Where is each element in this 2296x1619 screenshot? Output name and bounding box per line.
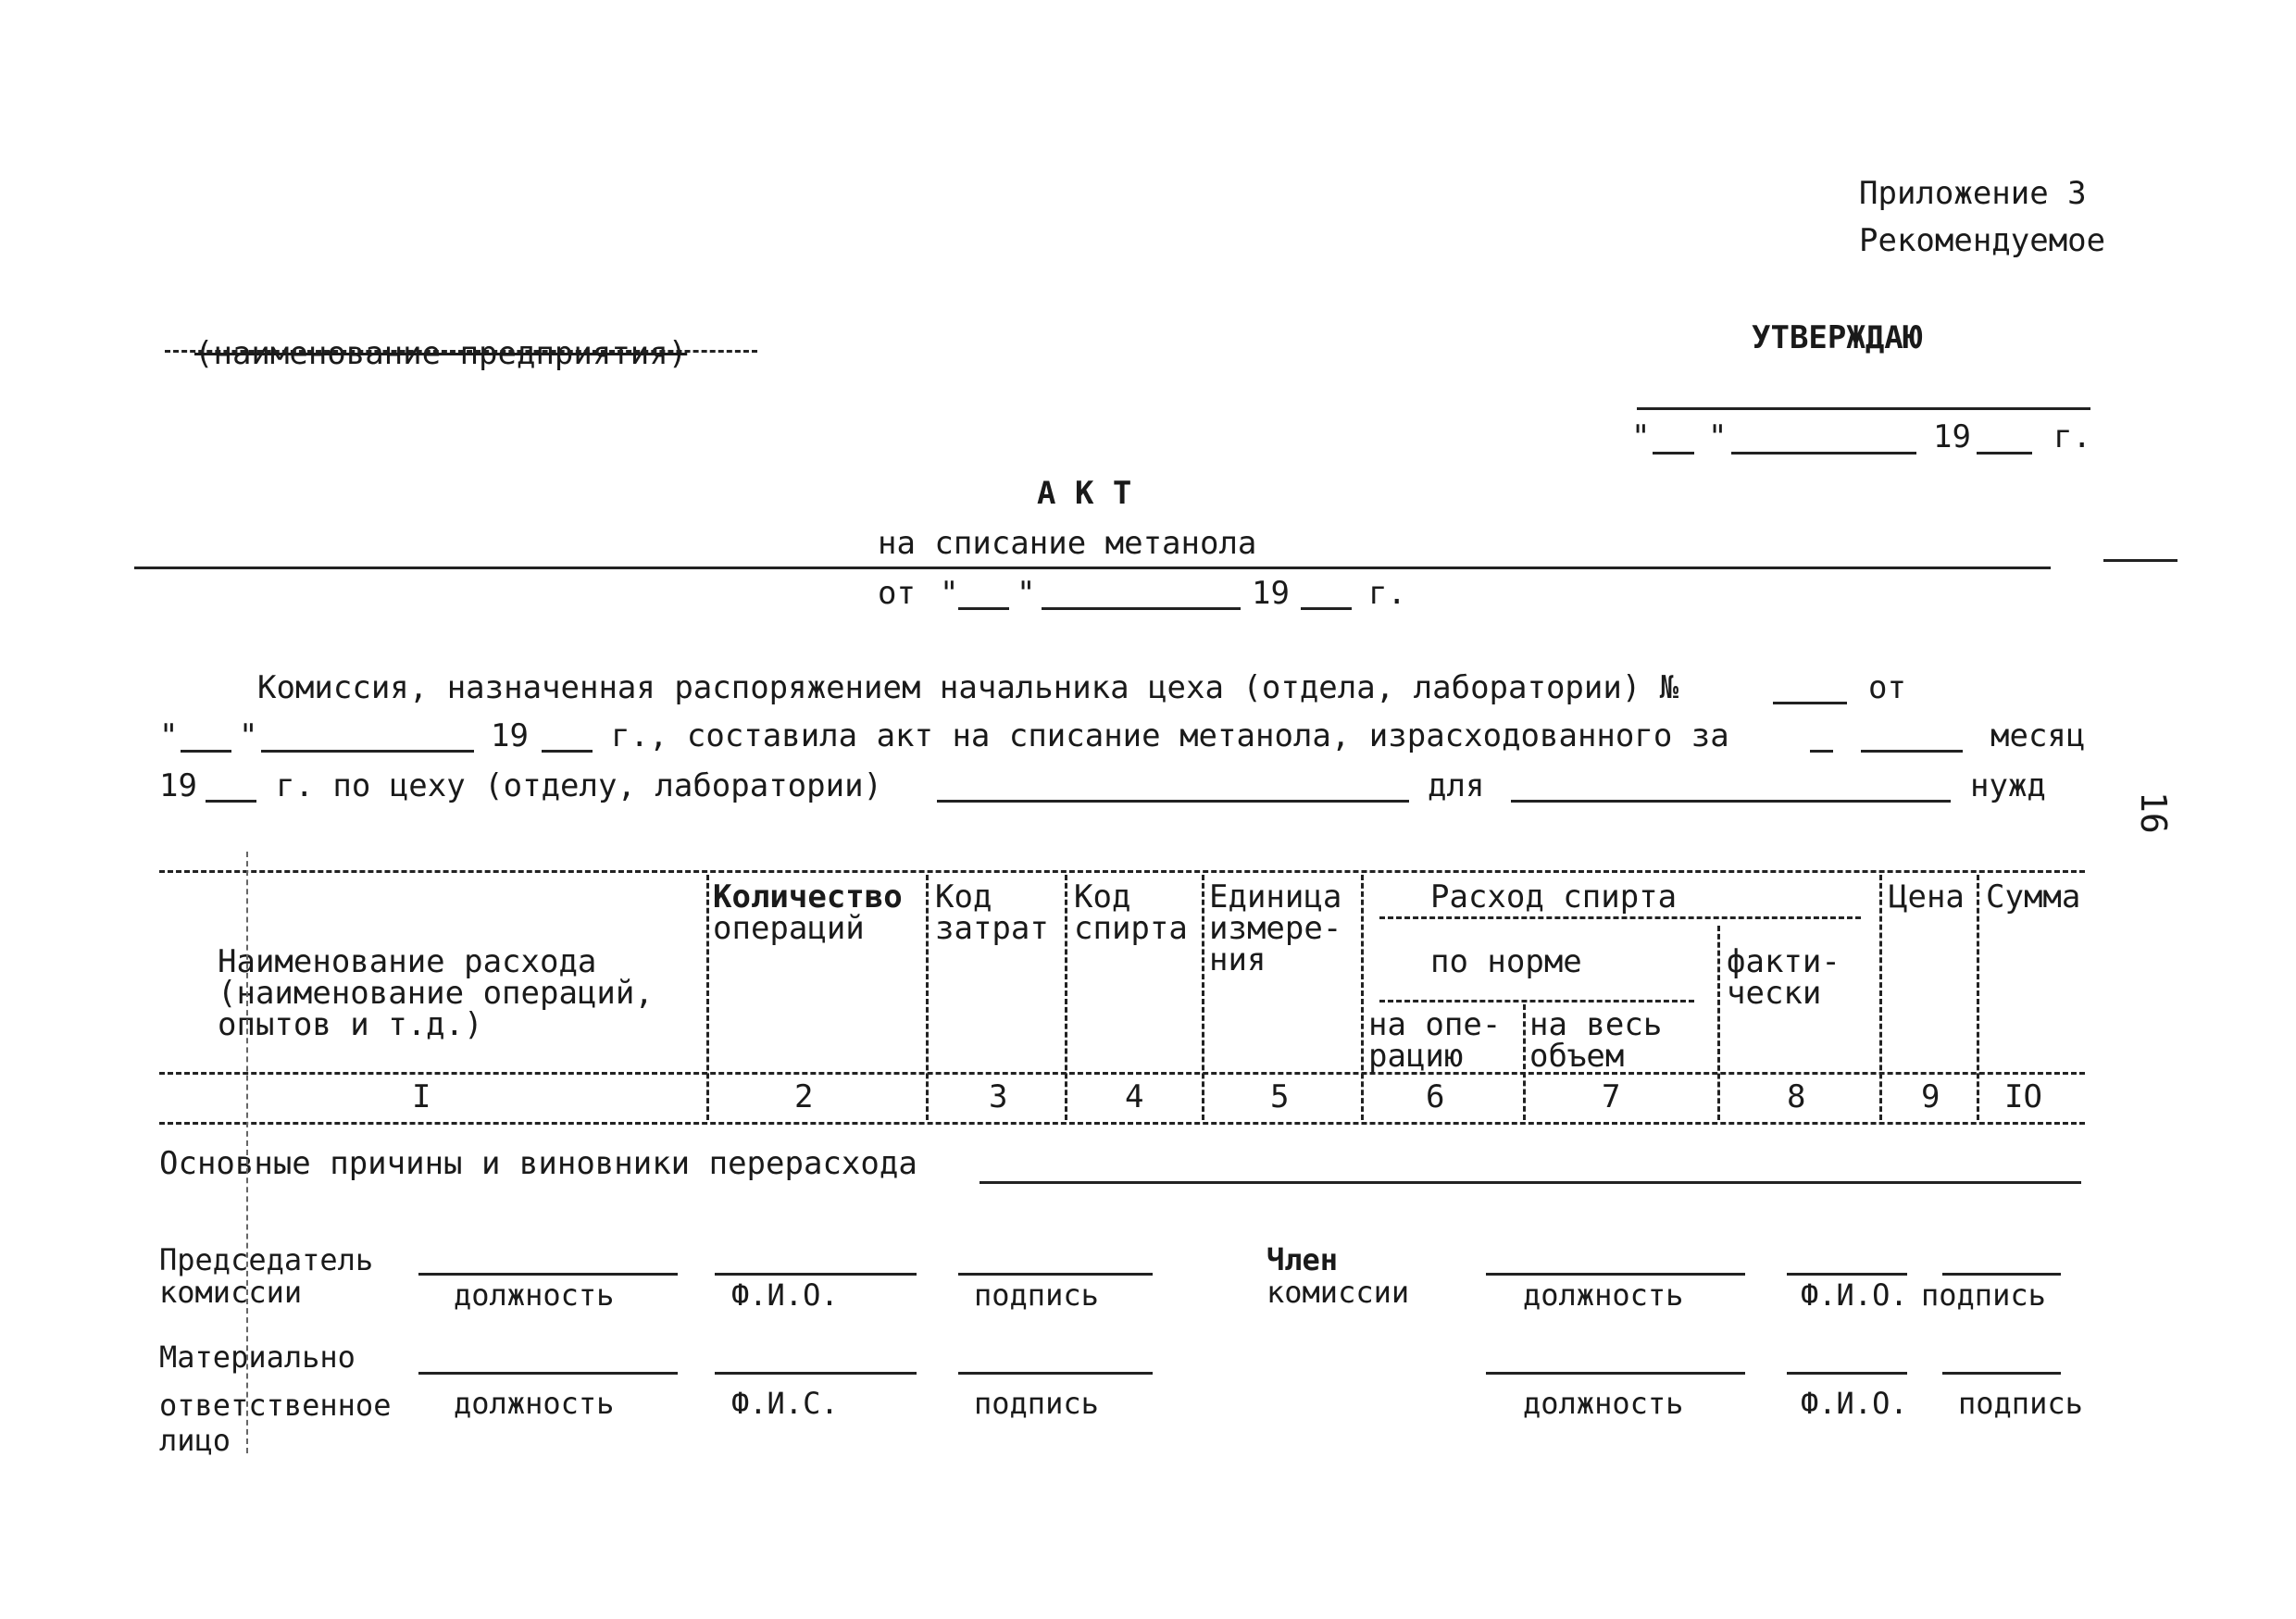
col-number-7: 7	[1602, 1078, 1621, 1115]
col1-line1: Наименование расхода	[218, 943, 597, 980]
body-line2-day-blank	[181, 750, 231, 753]
member-signature-line	[1942, 1273, 2061, 1276]
approve-day-blank	[1653, 452, 1694, 455]
body-line2-blank-b	[1861, 750, 1963, 753]
chairman-position: должность	[454, 1277, 615, 1313]
col7-line2: объем	[1529, 1038, 1625, 1075]
member2-fio-line	[1787, 1372, 1907, 1375]
responsible-position-line	[418, 1372, 678, 1375]
col-number-4: 4	[1125, 1078, 1144, 1115]
order-number-blank	[1773, 702, 1847, 704]
approve-quote-close: "	[1708, 418, 1728, 455]
member2-position: должность	[1523, 1386, 1684, 1421]
chairman-signature: подпись	[974, 1277, 1099, 1313]
col-number-2: 2	[794, 1078, 814, 1115]
reasons-label: Основные причины и виновники перерасхода	[159, 1145, 917, 1182]
col-number-3: 3	[989, 1078, 1008, 1115]
col-number-8: 8	[1787, 1078, 1806, 1115]
col1-line2: (наименование операций,	[218, 975, 654, 1012]
col10-header: Сумма	[1986, 878, 2081, 915]
member-position: должность	[1523, 1277, 1684, 1313]
col7-line1: на весь	[1529, 1006, 1663, 1043]
responsible-line3: лицо	[159, 1423, 231, 1458]
table-header-bottom-border	[159, 1072, 2085, 1075]
body-line2-blank-a	[1810, 750, 1833, 753]
col-number-1: I	[412, 1078, 431, 1115]
body-line3-needs: нужд	[1970, 767, 2046, 804]
approve-label: УТВЕРЖДАЮ	[1752, 319, 1923, 356]
col-number-10: IO	[2004, 1078, 2042, 1115]
approve-year: 19	[1933, 418, 1971, 455]
member2-signature-line	[1942, 1372, 2061, 1375]
col-number-9: 9	[1921, 1078, 1940, 1115]
body-line3-year: 19	[159, 767, 197, 804]
body-line2-year: 19	[491, 717, 529, 754]
act-month-blank	[1042, 607, 1241, 610]
member-line1: Член	[1267, 1242, 1339, 1277]
body-line3-year-blank	[206, 800, 256, 803]
act-day-blank	[958, 607, 1009, 610]
responsible-line1: Материально	[159, 1339, 356, 1375]
member2-signature: подпись	[1958, 1386, 2083, 1421]
col-sep-4	[1202, 875, 1204, 1120]
enterprise-strike-line	[165, 350, 757, 353]
group-spirit-consumption: Расход спирта	[1430, 878, 1678, 915]
col2-line1: Количество	[713, 878, 903, 915]
approve-signature-line	[1637, 407, 2090, 410]
approve-g: г.	[2053, 418, 2091, 455]
act-year: 19	[1252, 575, 1290, 612]
member-line2: комиссии	[1267, 1275, 1410, 1310]
act-title: А К Т	[1037, 475, 1132, 512]
act-from: от	[878, 575, 916, 612]
col-sep-3	[1065, 875, 1067, 1120]
col-sep-8	[1879, 875, 1882, 1120]
col4-line1: Код	[1074, 878, 1131, 915]
body-line1: Комиссия, назначенная распоряжением начальника цеха (отдела, лаборатории) №	[257, 669, 1679, 706]
col-sep-9	[1977, 875, 1979, 1120]
title-rule-end	[2103, 559, 2177, 562]
responsible-fio-line	[715, 1372, 917, 1375]
col6-line2: рацию	[1368, 1038, 1464, 1075]
col9-header: Цена	[1889, 878, 1965, 915]
col4-line2: спирта	[1074, 910, 1188, 947]
member-signature: подпись	[1921, 1277, 2046, 1313]
col-number-6: 6	[1426, 1078, 1445, 1115]
col5-line3: ния	[1209, 941, 1267, 978]
body-line3-needs-blank	[1511, 800, 1951, 803]
act-subtitle: на списание метанола	[878, 525, 1257, 562]
approve-year-blank	[1977, 452, 2032, 455]
approve-quote-open: "	[1631, 418, 1651, 455]
col8-line2: чески	[1727, 975, 1822, 1012]
member2-position-line	[1486, 1372, 1745, 1375]
act-g: г.	[1368, 575, 1406, 612]
chairman-line1: Председатель	[159, 1242, 374, 1277]
col3-line1: Код	[935, 878, 992, 915]
col-sep-7	[1717, 926, 1720, 1120]
act-year-blank	[1301, 607, 1352, 610]
page-number: 16	[2133, 791, 2174, 834]
responsible-fio: Ф.И.С.	[731, 1386, 839, 1421]
responsible-signature: подпись	[974, 1386, 1099, 1421]
body-line2-month: месяц	[1990, 717, 2086, 754]
body-line3-dept-blank	[937, 800, 1409, 803]
col1-line3: опытов и т.д.)	[218, 1006, 483, 1043]
act-quote-open: "	[940, 575, 959, 612]
col-sep-5	[1361, 875, 1364, 1120]
recommended-label: Рекомендуемое	[1859, 222, 2106, 259]
table-numbers-bottom-border	[159, 1122, 2085, 1125]
fold-line	[246, 852, 248, 1453]
subgroup-by-norm: по норме	[1430, 943, 1582, 980]
member-fio-line	[1787, 1273, 1907, 1276]
col6-line1: на опе-	[1368, 1006, 1502, 1043]
approve-month-blank	[1731, 452, 1916, 455]
body-line1-from: от	[1868, 669, 1906, 706]
col-sep-6	[1523, 1004, 1526, 1120]
appendix-label: Приложение 3	[1859, 175, 2087, 212]
table-subgroup-rule	[1379, 1000, 1694, 1003]
col-number-5: 5	[1270, 1078, 1290, 1115]
chairman-fio: Ф.И.О.	[731, 1277, 839, 1313]
col5-line1: Единица	[1209, 878, 1342, 915]
col3-line2: затрат	[935, 910, 1049, 947]
member-fio: Ф.И.О.	[1801, 1277, 1908, 1313]
col-sep-1	[706, 875, 709, 1120]
responsible-position: должность	[454, 1386, 615, 1421]
col2-line2: операций	[713, 910, 865, 947]
chairman-line2: комиссии	[159, 1275, 303, 1310]
member-position-line	[1486, 1273, 1745, 1276]
body-line2-month-blank	[261, 750, 474, 753]
responsible-signature-line	[958, 1372, 1153, 1375]
table-group-rule	[1379, 916, 1861, 919]
body-line2: г., составила акт на списание метанола, израсходованного за	[611, 717, 1729, 754]
body-line3-for: для	[1428, 767, 1485, 804]
col8-line1: факти-	[1727, 943, 1841, 980]
col-sep-2	[926, 875, 929, 1120]
col5-line2: измере-	[1209, 910, 1342, 947]
chairman-fio-line	[715, 1273, 917, 1276]
body-line2-year-blank	[542, 750, 593, 753]
chairman-position-line	[418, 1273, 678, 1276]
body-line3: г. по цеху (отделу, лаборатории)	[276, 767, 883, 804]
body-line2-quote-close: "	[239, 717, 258, 754]
member2-fio: Ф.И.О.	[1801, 1386, 1908, 1421]
enterprise-name: (наименование предприятия)	[194, 335, 688, 372]
responsible-line2: ответственное	[159, 1388, 392, 1423]
table-top-border	[159, 870, 2085, 873]
reasons-blank	[980, 1181, 2081, 1184]
title-rule	[134, 567, 2051, 569]
body-line2-quote-open: "	[159, 717, 179, 754]
act-quote-close: "	[1017, 575, 1036, 612]
chairman-signature-line	[958, 1273, 1153, 1276]
